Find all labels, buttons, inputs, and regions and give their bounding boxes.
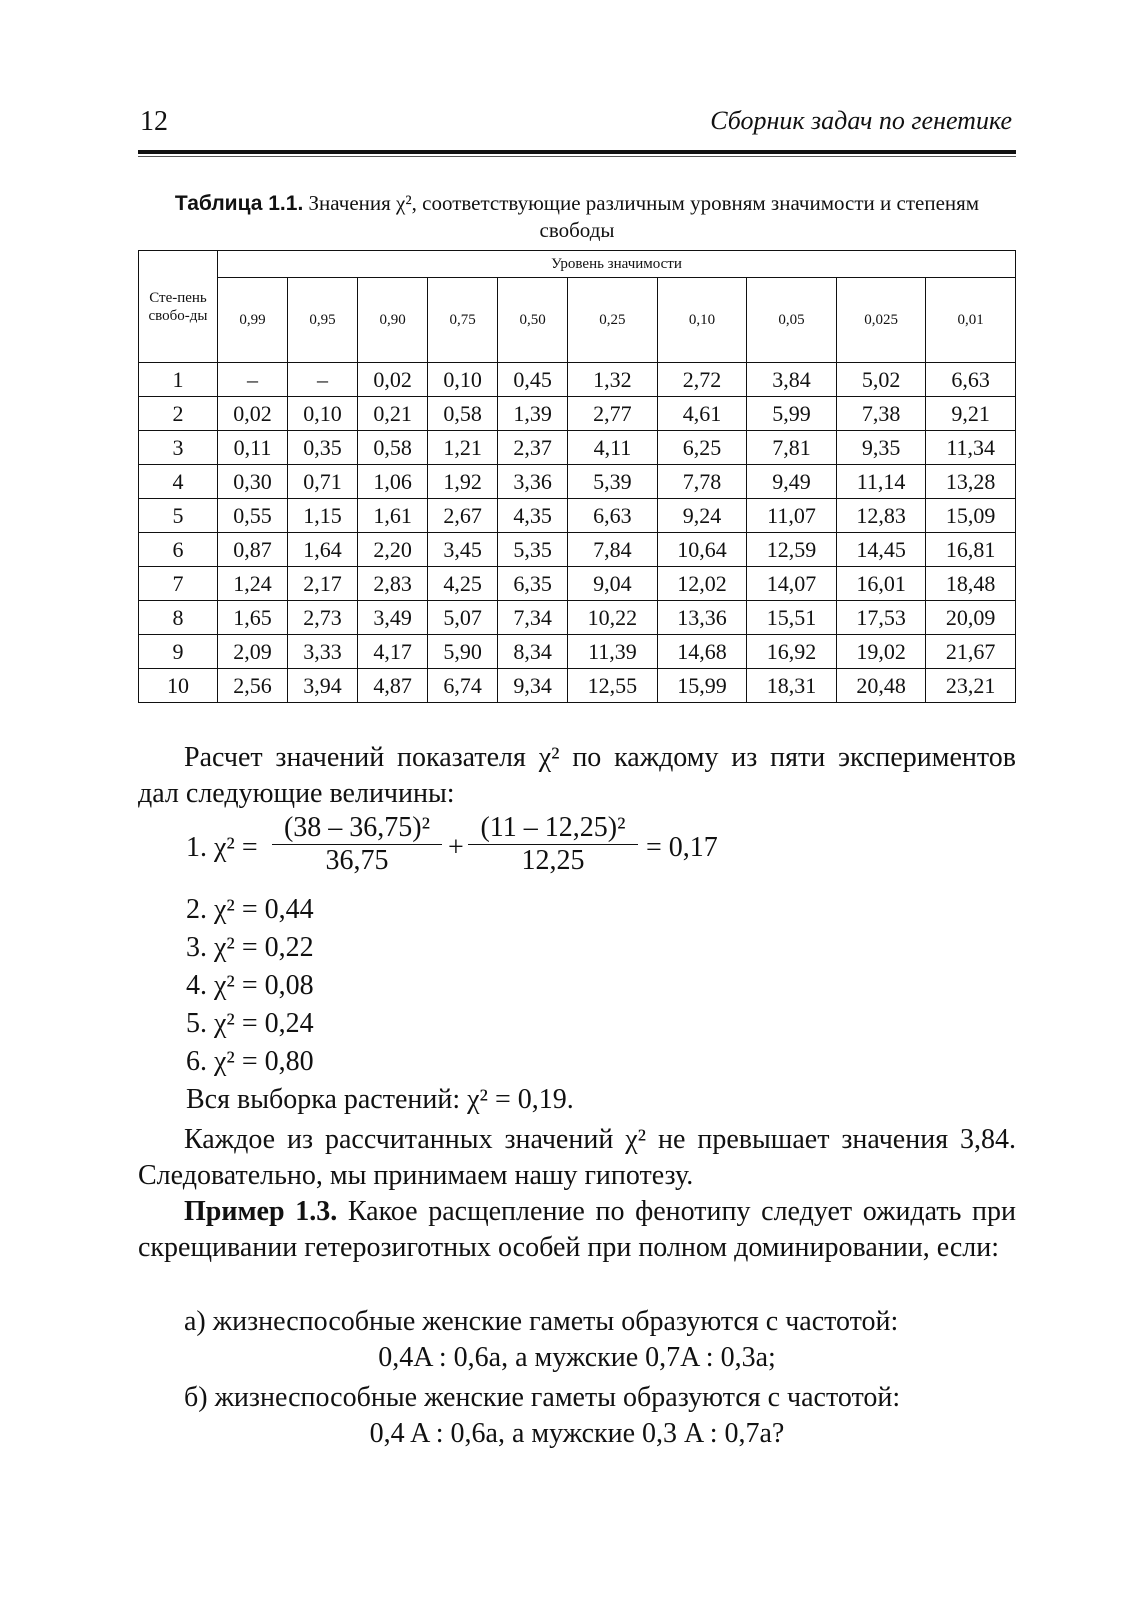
value-cell: 6,74 [428,669,498,703]
example-text [138,1194,1016,1266]
value-cell: 23,21 [926,669,1016,703]
table-caption-label: Таблица 1.1. [174,192,304,215]
fraction-1-denominator: 36,75 [325,845,389,876]
value-cell: 7,78 [657,465,747,499]
value-cell: 1,15 [288,499,358,533]
value-cell: 14,68 [657,635,747,669]
value-cell: 0,45 [498,363,568,397]
case-b [138,1380,1016,1416]
value-cell: 11,39 [568,635,658,669]
value-cell: 5,07 [428,601,498,635]
result-3: 3. χ² = 0,22 [186,932,314,963]
value-cell: 1,21 [428,431,498,465]
value-cell: 7,84 [568,533,658,567]
value-cell: 16,92 [747,635,837,669]
value-cell: 0,21 [358,397,428,431]
level-header-cell: 0,25 [568,278,658,363]
value-cell: 15,51 [747,601,837,635]
value-cell: 15,09 [926,499,1016,533]
value-cell: 7,38 [836,397,926,431]
fraction-2-numerator: (11 – 12,25)² [468,812,638,845]
value-cell: 1,92 [428,465,498,499]
value-cell: 1,32 [568,363,658,397]
significance-level-header: Уровень значимости [218,251,1016,278]
value-cell: 0,71 [288,465,358,499]
table-row [139,363,1016,397]
value-cell: 5,35 [498,533,568,567]
conclusion-paragraph [138,1122,1016,1194]
case-a-ratio: 0,4A : 0,6a, а мужские 0,7A : 0,3a; [378,1342,776,1373]
running-title: Сборник задач по генетике [710,106,1012,135]
value-cell: 14,45 [836,533,926,567]
value-cell: 3,45 [428,533,498,567]
value-cell: 0,55 [218,499,288,533]
value-cell: 0,87 [218,533,288,567]
value-cell: 2,37 [498,431,568,465]
value-cell: 21,67 [926,635,1016,669]
df-cell: 3 [139,431,218,465]
intro-paragraph [138,740,1016,812]
value-cell: 5,99 [747,397,837,431]
example-paragraph [138,1194,1016,1266]
value-cell: 2,20 [358,533,428,567]
table-row [139,431,1016,465]
table-row [139,567,1016,601]
value-cell: 12,02 [657,567,747,601]
value-cell: 2,72 [657,363,747,397]
value-cell: 6,63 [926,363,1016,397]
value-cell: 20,09 [926,601,1016,635]
value-cell: 1,65 [218,601,288,635]
level-header-cell: 0,10 [657,278,747,363]
value-cell: 15,99 [657,669,747,703]
value-cell: 12,55 [568,669,658,703]
value-cell: 0,58 [428,397,498,431]
case-a [138,1304,1016,1340]
value-cell: 9,35 [836,431,926,465]
value-cell: 2,17 [288,567,358,601]
df-cell: 6 [139,533,218,567]
level-header-cell: 0,025 [836,278,926,363]
value-cell: 0,10 [288,397,358,431]
level-header-cell: 0,90 [358,278,428,363]
conclusion-text: Каждое из рассчитанных значений χ² не превышает значения 3,84. Следовательно, мы принимаем нашу гипотезу. [138,1124,1016,1191]
fraction-2 [468,812,638,877]
value-cell: 20,48 [836,669,926,703]
df-cell: 4 [139,465,218,499]
header-rule-thin [138,156,1016,157]
value-cell: 9,34 [498,669,568,703]
result-5: 5. χ² = 0,24 [186,1008,314,1039]
df-cell: 7 [139,567,218,601]
result-4: 4. χ² = 0,08 [186,970,314,1001]
level-header-cell: 0,99 [218,278,288,363]
value-cell: 5,90 [428,635,498,669]
formula-prefix: 1. χ² = [186,832,258,863]
value-cell: 12,83 [836,499,926,533]
value-cell: 7,81 [747,431,837,465]
value-cell: 17,53 [836,601,926,635]
value-cell: 4,17 [358,635,428,669]
value-cell: 1,06 [358,465,428,499]
df-header: Сте-пень свобо-ды [139,251,218,363]
value-cell: 1,24 [218,567,288,601]
value-cell: 12,59 [747,533,837,567]
formula-result: = 0,17 [646,832,718,863]
levels-row [139,278,1016,363]
value-cell: 18,48 [926,567,1016,601]
level-header-cell: 0,05 [747,278,837,363]
value-cell: 1,39 [498,397,568,431]
value-cell: 8,34 [498,635,568,669]
value-cell: 7,34 [498,601,568,635]
value-cell: 13,28 [926,465,1016,499]
value-cell: 9,04 [568,567,658,601]
df-cell: 10 [139,669,218,703]
value-cell: 5,02 [836,363,926,397]
value-cell: 18,31 [747,669,837,703]
value-cell: 2,09 [218,635,288,669]
value-cell: 2,77 [568,397,658,431]
table-row [139,465,1016,499]
value-cell: 3,49 [358,601,428,635]
table-caption-text: Значения χ², соответствующие различным уровням значимости и степеням свободы [308,191,980,242]
table-body [139,363,1016,703]
value-cell: 4,25 [428,567,498,601]
result-6: 6. χ² = 0,80 [186,1046,314,1077]
value-cell: 11,34 [926,431,1016,465]
case-b-ratio: 0,4 A : 0,6a, а мужские 0,3 A : 0,7a? [369,1418,785,1449]
value-cell: 4,11 [568,431,658,465]
value-cell: 2,83 [358,567,428,601]
value-cell: 1,61 [358,499,428,533]
value-cell: 4,35 [498,499,568,533]
value-cell: 0,02 [358,363,428,397]
value-cell: 1,64 [288,533,358,567]
value-cell: 6,63 [568,499,658,533]
df-cell: 2 [139,397,218,431]
level-header-cell: 0,50 [498,278,568,363]
value-cell: 2,56 [218,669,288,703]
value-cell: 10,64 [657,533,747,567]
formula-1 [186,812,786,892]
case-b-text: б) жизнеспособные женские гаметы образуются с частотой: [184,1382,901,1413]
value-cell: 13,36 [657,601,747,635]
value-cell: 6,25 [657,431,747,465]
table-caption [138,190,1016,243]
value-cell: 2,73 [288,601,358,635]
case-a-text: а) жизнеспособные женские гаметы образуются с частотой: [184,1306,899,1337]
value-cell: 0,02 [218,397,288,431]
value-cell: 9,21 [926,397,1016,431]
value-cell: 3,33 [288,635,358,669]
value-cell: 0,30 [218,465,288,499]
page-number: 12 [140,106,168,137]
value-cell: 3,36 [498,465,568,499]
value-cell: – [218,363,288,397]
example-label: Пример 1.3. [184,1196,338,1227]
table-row [139,533,1016,567]
value-cell: 2,67 [428,499,498,533]
result-2: 2. χ² = 0,44 [186,894,314,925]
value-cell: 0,11 [218,431,288,465]
example-question: Какое расщепление по фенотипу следует ожидать при скрещивании гетерозиготных особей при полном доминировании, если: [138,1196,1017,1263]
whole-sample: Вся выборка растений: χ² = 0,19. [186,1084,574,1115]
value-cell: 9,24 [657,499,747,533]
value-cell: 10,22 [568,601,658,635]
value-cell: 0,35 [288,431,358,465]
plus-sign: + [448,832,464,863]
value-cell: 19,02 [836,635,926,669]
table-row [139,601,1016,635]
level-header-cell: 0,01 [926,278,1016,363]
value-cell: 6,35 [498,567,568,601]
df-cell: 8 [139,601,218,635]
table-row [139,397,1016,431]
value-cell: 11,14 [836,465,926,499]
value-cell: 4,87 [358,669,428,703]
value-cell: 0,58 [358,431,428,465]
fraction-1-numerator: (38 – 36,75)² [272,812,442,845]
fraction-1 [272,812,442,877]
table-row [139,669,1016,703]
chi-square-table [138,250,1016,703]
table-row [139,499,1016,533]
value-cell: 3,84 [747,363,837,397]
header-rule [138,150,1016,154]
level-header-cell: 0,95 [288,278,358,363]
value-cell: 9,49 [747,465,837,499]
df-cell: 1 [139,363,218,397]
level-header-cell: 0,75 [428,278,498,363]
table-row [139,635,1016,669]
value-cell: 0,10 [428,363,498,397]
fraction-2-denominator: 12,25 [521,845,585,876]
value-cell: 3,94 [288,669,358,703]
df-cell: 9 [139,635,218,669]
value-cell: 4,61 [657,397,747,431]
value-cell: 11,07 [747,499,837,533]
value-cell: 5,39 [568,465,658,499]
value-cell: – [288,363,358,397]
value-cell: 16,01 [836,567,926,601]
value-cell: 14,07 [747,567,837,601]
value-cell: 16,81 [926,533,1016,567]
intro-text: Расчет значений показателя χ² по каждому из пяти экспериментов дал следующие величины: [138,742,1016,809]
df-cell: 5 [139,499,218,533]
